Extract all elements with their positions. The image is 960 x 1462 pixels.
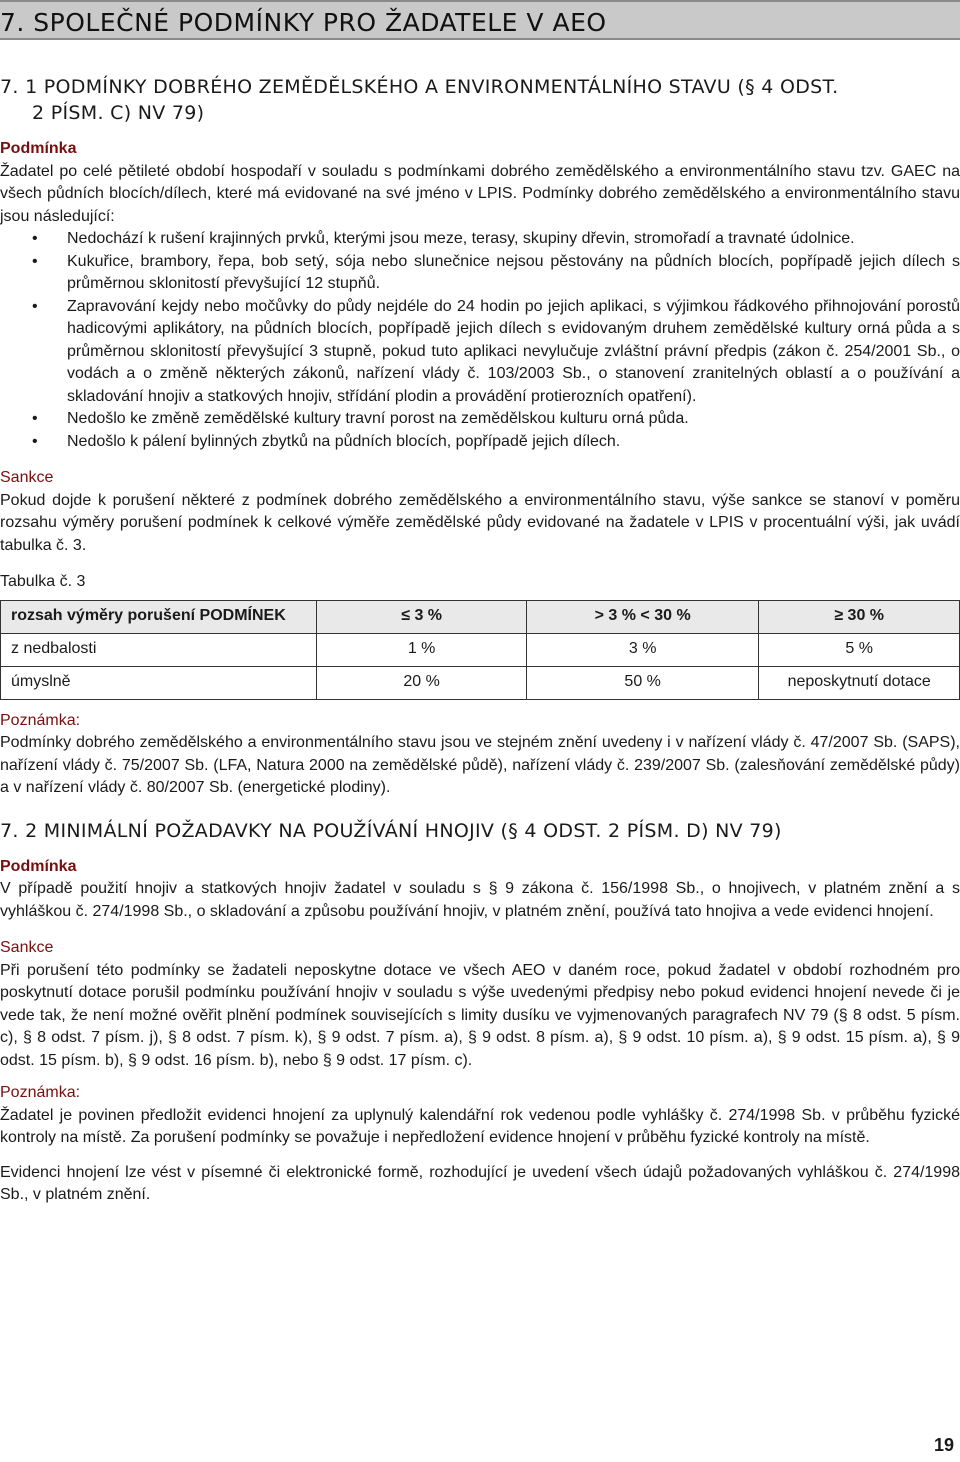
sanction-label-2: Sankce (0, 939, 54, 956)
list-item (0, 431, 960, 454)
table-header-cell: > 3 % < 30 % (526, 600, 758, 633)
condition-paragraph-2: V případě použití hnojiv a statkových hnojiv žadatel v souladu s § 9 zákona č. 156/1998 Sb., o hnojivech, v platném znění a s vyhláškou č. 274/1998 Sb., o skladování a způsobu používání hnojiv, v platném znění, používá tato hnojiva a vede evidenci hnojení. (0, 880, 960, 920)
bullet-icon: • (32, 297, 38, 315)
list-item (0, 296, 960, 409)
table-cell: úmyslně (1, 666, 317, 699)
note-label: Poznámka: (0, 711, 81, 729)
sanction-table (0, 600, 960, 700)
list-item (0, 408, 960, 431)
section-2-title: 7. 2 MINIMÁLNÍ POŽADAVKY NA POUŽÍVÁNÍ HNOJIV (§ 4 ODST. 2 PÍSM. D) NV 79) (0, 819, 782, 842)
bullet-icon: • (32, 432, 38, 450)
note-paragraph-2: Žadatel je povinen předložit evidenci hnojení za uplynulý kalendářní rok vedenou podle vyhlášky č. 274/1998 Sb. v průběhu fyzické kontroly na místě. Za porušení podmínky se považuje i nepředložení evidence hnojení v průběhu fyzické kontroly na místě. (0, 1106, 960, 1146)
table-row (1, 633, 960, 666)
condition-label-2: Podmínka (0, 857, 77, 875)
table-cell: z nedbalosti (1, 633, 317, 666)
page-content (0, 74, 960, 1207)
chapter-title: 7. SPOLEČNÉ PODMÍNKY PRO ŽADATELE V AEO (0, 8, 607, 37)
sanction-label: Sankce (0, 469, 54, 486)
table-cell: 3 % (526, 633, 758, 666)
section-1-title-line-2: 2 PÍSM. C) NV 79) (32, 102, 205, 124)
table-caption: Tabulka č. 3 (0, 573, 86, 590)
list-item-text: Nedochází k rušení krajinných prvků, kterými jsou meze, terasy, skupiny dřevin, stromořadí a travnaté údolnice. (67, 230, 855, 247)
table-header-row (1, 600, 960, 633)
bullet-icon: • (32, 410, 38, 427)
table-cell: 1 % (317, 633, 527, 666)
sanction-paragraph-2: Při porušení této podmínky se žadateli neposkytne dotace ve všech AEO v daném roce, pokud žadatel v období rozhodném pro poskytnutí dotace porušil podmínku používání hnojiv v souladu s výše uvedenými předpisy nebo pokud evidenci hnojení nevede či je vede tak, že není možné ověřit plnění podmínek souvisejících s limity dusíku ve vyjmenovaných paragrafech NV 79 (§ 8 odst. 5 písm. c), § 8 odst. 7 písm. j), § 8 odst. 7 písm. k), § 9 odst. 7 písm. a), § 9 odst. 8 písm. a), § 9 odst. 10 písm. a), § 9 odst. 15 písm. a), § 9 odst. 15 písm. b), § 9 odst. 16 písm. b), nebo § 9 odst. 17 písm. c). (0, 961, 960, 1069)
list-item (0, 228, 960, 251)
gaec-condition-list (0, 228, 960, 453)
bullet-icon: • (32, 252, 38, 270)
page-number: 19 (933, 1435, 954, 1455)
condition-label: Podmínka (0, 140, 77, 157)
chapter-header-bar (0, 0, 960, 40)
table-row (1, 666, 960, 699)
list-item-text: Zapravování kejdy nebo močůvky do půdy nejdéle do 24 hodin po jejich aplikaci, s výjimkou řádkového přihnojování porostů hadicovými aplikátory, na půdních blocích, popřípadě jejich dílech s evidovaným druhem zemědělské kultury orná půda a s průměrnou sklonitostí převyšující 3 stupně, pokud tuto aplikaci nevylučuje zvláštní právní předpis (zákon č. 254/2001 Sb., o vodách a o změně některých zákonů, nařízení vlády č. 103/2003 Sb., o stanovení zranitelných oblastí a o používání a skladování hnojiv a statkových hnojiv, střídání plodin a provádění protierozních opatření). (67, 297, 960, 405)
list-item-text: Nedošlo k pálení bylinných zbytků na půdních blocích, popřípadě jejich dílech. (67, 432, 621, 450)
table-cell: 50 % (526, 666, 758, 699)
list-item-text: Nedošlo ke změně zemědělské kultury travní porost na zemědělskou kulturu orná půda. (67, 410, 689, 427)
table-header-cell: ≤ 3 % (317, 600, 527, 633)
bullet-icon: • (32, 230, 38, 247)
table-cell: neposkytnutí dotace (759, 666, 960, 699)
section-1-title-line-1: 7. 1 PODMÍNKY DOBRÉHO ZEMĚDĚLSKÉHO A ENVIRONMENTÁLNÍHO STAVU (§ 4 ODST. (0, 76, 839, 98)
note-paragraph: Podmínky dobrého zemědělského a environmentálního stavu jsou ve stejném znění uvedeny i v nařízení vlády č. 47/2007 Sb. (SAPS), nařízení vlády č. 75/2007 Sb. (LFA, Natura 2000 na zemědělské půdě), nařízení vlády č. 239/2007 Sb. (zalesňování zemědělské půdy) a v nařízení vlády č. 80/2007 Sb. (energetické plodiny). (0, 734, 960, 796)
condition-paragraph: Žadatel po celé pětileté období hospodaří v souladu s podmínkami dobrého zemědělského a environmentálního stavu tzv. GAEC na všech půdních blocích/dílech, které má evidované na své jméno v LPIS. Podmínky dobrého zemědělského a environmentálního stavu jsou následující: (0, 162, 960, 225)
section-1-title (0, 74, 960, 126)
list-item (0, 251, 960, 296)
evidence-paragraph: Evidenci hnojení lze vést v písemné či elektronické formě, rozhodující je uvedení všech údajů požadovaných vyhláškou č. 274/1998 Sb., v platném znění. (0, 1163, 960, 1203)
sanction-paragraph: Pokud dojde k porušení některé z podmínek dobrého zemědělského a environmentálního stavu, výše sankce se stanoví v poměru rozsahu výměry porušení podmínek k celkové výměře zemědělské půdy evidované na žadatele v LPIS v procentuální výši, jak uvádí tabulka č. 3. (0, 491, 960, 554)
table-cell: 20 % (317, 666, 527, 699)
table-header-cell: rozsah výměry porušení PODMÍNEK (1, 600, 317, 633)
list-item-text: Kukuřice, brambory, řepa, bob setý, sója nebo slunečnice nejsou pěstovány na půdních blocích, popřípadě jejich dílech s průměrnou sklonitostí převyšující 12 stupňů. (67, 252, 960, 292)
table-cell: 5 % (759, 633, 960, 666)
note-label-2: Poznámka: (0, 1084, 81, 1101)
table-header-cell: ≥ 30 % (759, 600, 960, 633)
